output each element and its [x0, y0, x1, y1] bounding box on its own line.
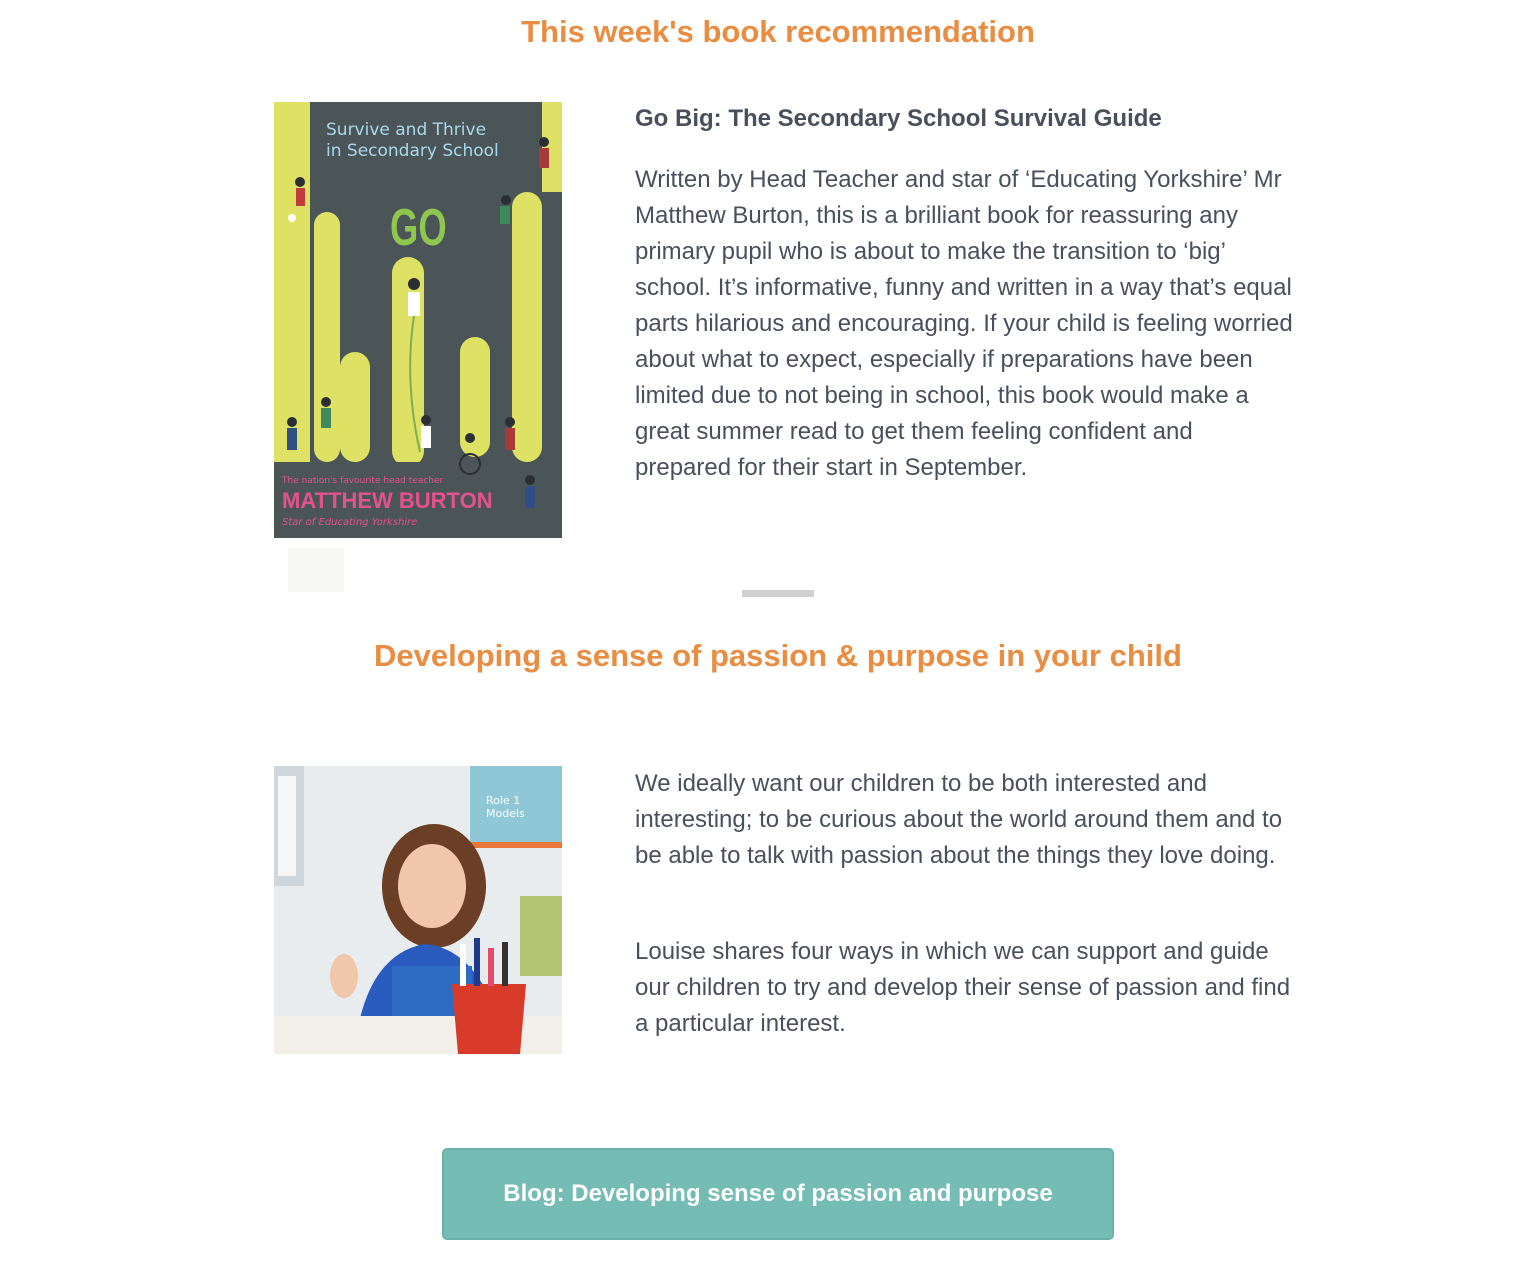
- cover-tagline-line-2: in Secondary School: [326, 141, 499, 161]
- classroom-sign: Role 1 Models: [486, 794, 525, 820]
- book-recommendation-heading: This week's book recommendation: [521, 14, 1035, 49]
- book-title: Go Big: The Secondary School Survival Guide: [635, 105, 1162, 132]
- cover-go-text: GO: [390, 199, 447, 257]
- cover-subtitle: The nation's favourite head teacher: [282, 476, 444, 486]
- book-description: Written by Head Teacher and star of ‘Educating Yorkshire’ Mr Matthew Burton, this is a brilliant book for reassuring any primary pupil who is about to make the transition to ‘big’ school. It’s informative, funny and written in a way that’s equal parts hilarious and encouraging. If your child is feeling worried about what to expect, especially if preparations have been limited due to not being in school, this book would make a great summer read to get them feeling confident and prepared for their start in September.: [635, 166, 1293, 481]
- blog-link-button-label: Blog: Developing sense of passion and purpose: [503, 1180, 1053, 1207]
- passion-purpose-heading: Developing a sense of passion & purpose in your child: [374, 638, 1182, 673]
- cover-author: MATTHEW BURTON: [282, 488, 493, 513]
- cover-tagline: [326, 120, 499, 162]
- section-divider: [742, 590, 814, 597]
- book-cover-image[interactable]: [274, 102, 562, 538]
- image-placeholder: [288, 548, 344, 592]
- child-photo[interactable]: [274, 766, 562, 1054]
- passion-paragraph-2: Louise shares four ways in which we can support and guide our children to try and develop their sense of passion and find a particular interest.: [635, 938, 1291, 1037]
- cover-tagline-line-1: Survive and Thrive: [326, 120, 487, 140]
- cover-author-note: Star of Educating Yorkshire: [282, 517, 418, 528]
- blog-link-button[interactable]: [442, 1148, 1114, 1240]
- passion-paragraph-1: We ideally want our children to be both interested and interesting; to be curious about the world around them and to be able to talk with passion about the things they love doing.: [635, 770, 1283, 869]
